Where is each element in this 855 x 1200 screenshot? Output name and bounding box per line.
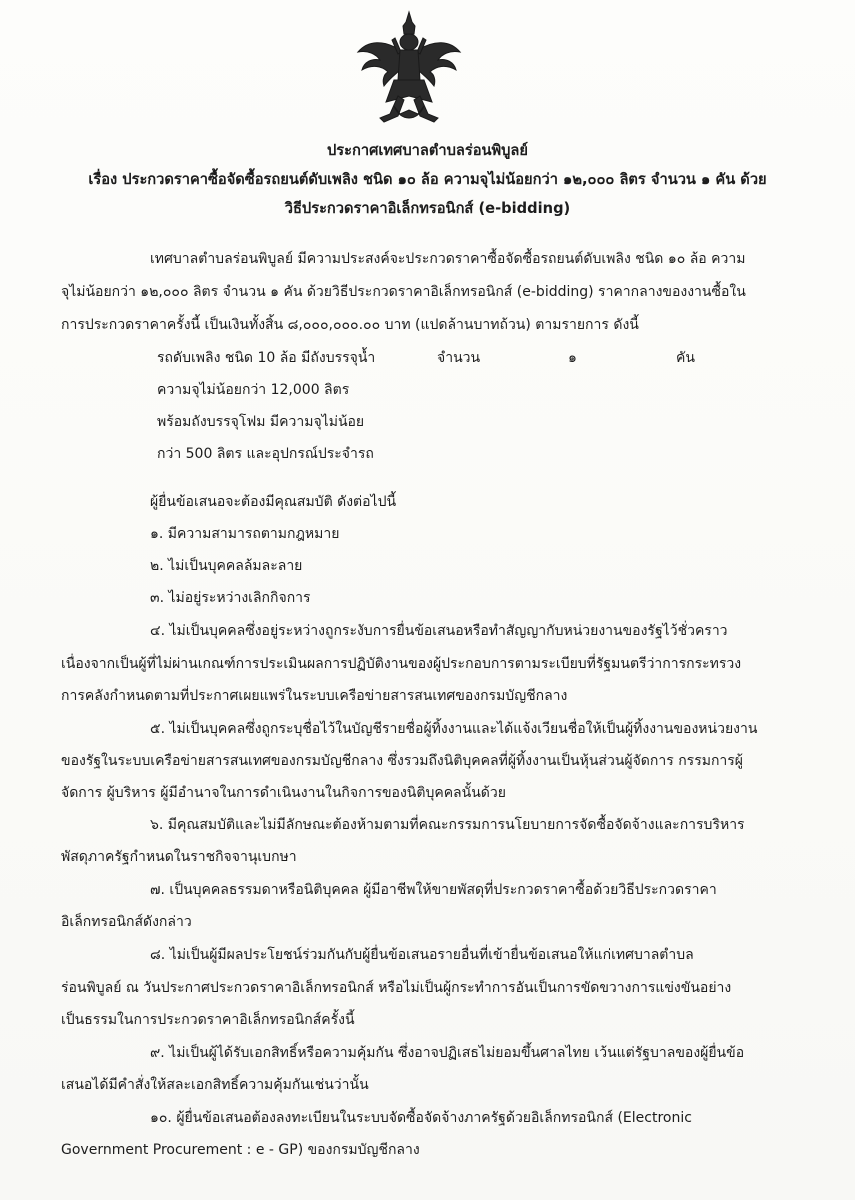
qualification-4-line-1: ๔. ไม่เป็นบุคคลซึ่งอยู่ระหว่างถูกระงับการยื่นข้อเสนอหรือทำสัญญากับหน่วยงานของรัฐไว้ชั่วคราว xyxy=(150,623,728,639)
qualification-3: ๓. ไม่อยู่ระหว่างเลิกกิจการ xyxy=(150,590,311,606)
item-quantity: ๑ xyxy=(568,350,577,366)
qualification-6-line-1: ๖. มีคุณสมบัติและไม่มีลักษณะต้องห้ามตามที่คณะกรรมการนโยบายการจัดซื้อจัดจ้างและการบริหาร xyxy=(150,817,745,833)
qualification-4-line-2: เนื่องจากเป็นผู้ที่ไม่ผ่านเกณฑ์การประเมินผลการปฏิบัติงานของผู้ประกอบการตามระเบียบที่รัฐมนตรีว่าการกระทรวง xyxy=(61,656,742,672)
qualifications-heading: ผู้ยื่นข้อเสนอจะต้องมีคุณสมบัติ ดังต่อไปนี้ xyxy=(150,494,397,510)
qualification-9-line-1: ๙. ไม่เป็นผู้ได้รับเอกสิทธิ์หรือความคุ้มกัน ซึ่งอาจปฏิเสธไม่ยอมขึ้นศาลไทย เว้นแต่รัฐบาลของผู้ยื่นข้อ xyxy=(150,1045,745,1061)
qualification-2: ๒. ไม่เป็นบุคคลล้มละลาย xyxy=(150,558,303,574)
item-description-2: ความจุไม่น้อยกว่า 12,000 ลิตร xyxy=(157,382,350,398)
qualification-7-line-1: ๗. เป็นบุคคลธรรมดาหรือนิติบุคคล ผู้มีอาชีพให้ขายพัสดุที่ประกวดราคาซื้อด้วยวิธีประกวดราคา xyxy=(150,882,717,898)
qualification-8-line-1: ๘. ไม่เป็นผู้มีผลประโยชน์ร่วมกันกับผู้ยื่นข้อเสนอรายอื่นที่เข้ายื่นข้อเสนอให้แก่เทศบาลตำบล xyxy=(150,947,694,963)
subject-line-2: วิธีประกวดราคาอิเล็กทรอนิกส์ (e-bidding) xyxy=(284,200,571,217)
item-description-4: กว่า 500 ลิตร และอุปกรณ์ประจำรถ xyxy=(157,446,374,462)
qualification-5-line-2: ของรัฐในระบบเครือข่ายสารสนเทศของกรมบัญชีกลาง ซึ่งรวมถึงนิติบุคคลที่ผู้ทิ้งงานเป็นหุ้นส่วนผู้จัดการ กรรมการผู้ xyxy=(61,753,744,769)
page-title: ประกาศเทศบาลตำบลร่อนพิบูลย์ xyxy=(327,142,528,159)
qualification-1: ๑. มีความสามารถตามกฎหมาย xyxy=(150,526,340,542)
intro-line-1: เทศบาลตำบลร่อนพิบูลย์ มีความประสงค์จะประกวดราคาซื้อจัดซื้อรถยนต์ดับเพลิง ชนิด ๑๐ ล้อ ความ xyxy=(150,251,746,267)
intro-line-2: จุไม่น้อยกว่า ๑๒,๐๐๐ ลิตร จำนวน ๑ คัน ด้วยวิธีประกวดราคาอิเล็กทรอนิกส์ (e-bidding) ราคากลางของงานซื้อใน xyxy=(61,284,746,300)
item-unit: คัน xyxy=(676,350,695,366)
qualification-4-line-3: การคลังกำหนดตามที่ประกาศเผยแพร่ในระบบเครือข่ายสารสนเทศของกรมบัญชีกลาง xyxy=(61,688,568,704)
item-quantity-label: จำนวน xyxy=(437,350,481,366)
qualification-7-line-2: อิเล็กทรอนิกส์ดังกล่าว xyxy=(61,914,192,930)
qualification-6-line-2: พัสดุภาครัฐกำหนดในราชกิจจานุเบกษา xyxy=(61,849,297,865)
item-description-3: พร้อมถังบรรจุโฟม มีความจุไม่น้อย xyxy=(157,414,365,430)
item-description-1: รถดับเพลิง ชนิด 10 ล้อ มีถังบรรจุน้ำ xyxy=(157,350,376,366)
garuda-emblem-icon xyxy=(354,10,464,132)
qualification-8-line-2: ร่อนพิบูลย์ ณ วันประกาศประกวดราคาอิเล็กทรอนิกส์ หรือไม่เป็นผู้กระทำการอันเป็นการขัดขวางการแข่งขันอย่าง xyxy=(61,980,732,996)
qualification-5-line-3: จัดการ ผู้บริหาร ผู้มีอำนาจในการดำเนินงานในกิจการของนิติบุคคลนั้นด้วย xyxy=(61,785,506,801)
qualification-9-line-2: เสนอได้มีคำสั่งให้สละเอกสิทธิ์ความคุ้มกันเช่นว่านั้น xyxy=(61,1077,369,1093)
subject-line-1: เรื่อง ประกวดราคาซื้อจัดซื้อรถยนต์ดับเพลิง ชนิด ๑๐ ล้อ ความจุไม่น้อยกว่า ๑๒,๐๐๐ ลิตร จำนวน ๑ คัน ด้วย xyxy=(88,171,767,188)
qualification-5-line-1: ๕. ไม่เป็นบุคคลซึ่งถูกระบุชื่อไว้ในบัญชีรายชื่อผู้ทิ้งงานและได้แจ้งเวียนชื่อให้เป็นผู้ทิ้งงานของหน่วยงาน xyxy=(150,721,758,737)
qualification-10-line-2: Government Procurement : e - GP) ของกรมบัญชีกลาง xyxy=(61,1142,420,1158)
qualification-10-line-1: ๑๐. ผู้ยื่นข้อเสนอต้องลงทะเบียนในระบบจัดซื้อจัดจ้างภาครัฐด้วยอิเล็กทรอนิกส์ (Electronic xyxy=(150,1110,692,1126)
intro-line-3: การประกวดราคาครั้งนี้ เป็นเงินทั้งสิ้น ๘,๐๐๐,๐๐๐.๐๐ บาท (แปดล้านบาทถ้วน) ตามรายการ ดังนี้ xyxy=(61,317,639,333)
qualification-8-line-3: เป็นธรรมในการประกวดราคาอิเล็กทรอนิกส์ครั้งนี้ xyxy=(61,1012,355,1028)
